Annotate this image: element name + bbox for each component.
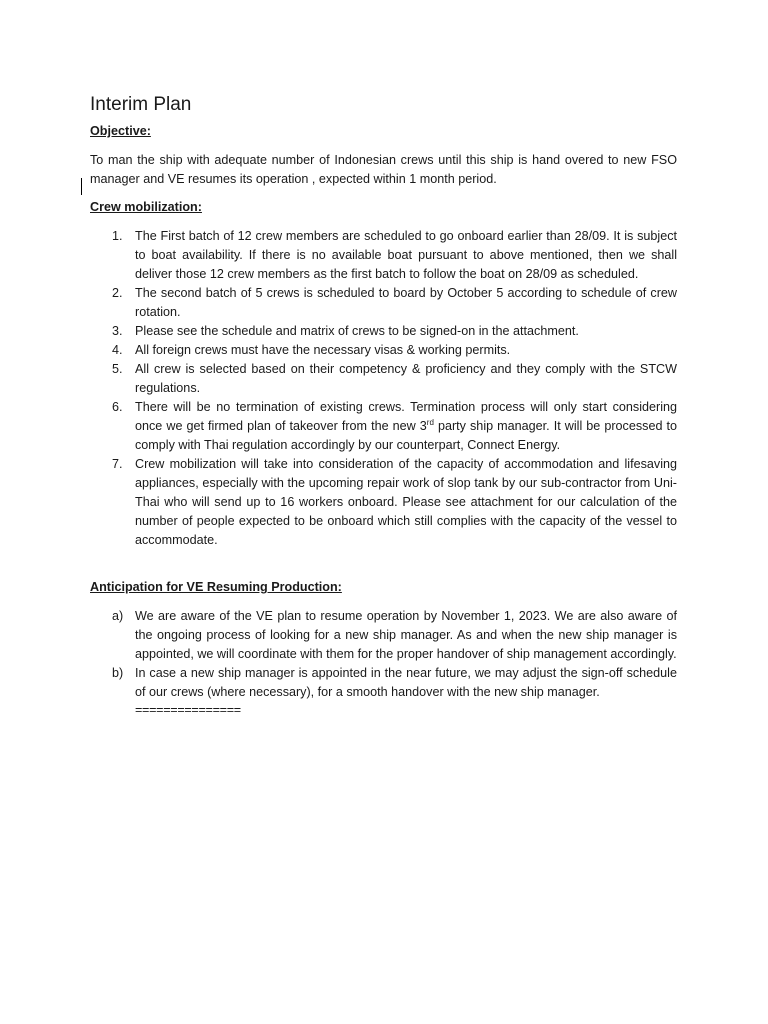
anticipation-list — [90, 607, 677, 702]
crew-mobilization-list — [90, 227, 677, 550]
list-item-text-part: party ship manager. It will be processed to comply with Thai regulation accordingly by our counterpart, Connect Energy. — [135, 419, 678, 452]
list-item-number: 3. — [112, 324, 123, 338]
list-item-letter: a) — [112, 609, 124, 623]
list-item — [90, 227, 677, 284]
separator-line: =============== — [135, 703, 241, 717]
list-item — [90, 360, 677, 398]
list-item-text: In case a new ship manager is appointed in the near future, we may adjust the sign-off schedule of our crews (where necessary), for a smooth handover with the new ship manager. — [135, 666, 677, 699]
list-item-text: Crew mobilization will take into consideration of the capacity of accommodation and lifesaving appliances, especially with the upcoming repair work of slop tank by our sub-contractor from Uni-Thai who will send up to 16 workers onboard. Please see attachment for our calculation of the number of people expected to be onboard which still complies with the capacity of the vessel to accommodate. — [135, 457, 677, 547]
ordinal-superscript: rd — [426, 418, 434, 427]
list-item-number: 2. — [112, 286, 123, 300]
list-item-letter: b) — [112, 666, 124, 680]
list-item-number: 4. — [112, 343, 123, 357]
objective-heading: Objective: — [90, 124, 151, 138]
document-title: Interim Plan — [90, 94, 192, 115]
list-item — [90, 284, 677, 322]
list-item-number: 5. — [112, 362, 123, 376]
list-item — [90, 664, 677, 702]
document-body — [90, 92, 677, 718]
list-item-text: Please see the schedule and matrix of crews to be signed-on in the attachment. — [135, 324, 579, 338]
list-item — [90, 455, 677, 550]
anticipation-heading: Anticipation for VE Resuming Production: — [90, 580, 342, 594]
list-item-text — [135, 400, 677, 452]
list-item-text: All crew is selected based on their competency & proficiency and they comply with the STCW regulations. — [135, 362, 677, 395]
objective-text: To man the ship with adequate number of Indonesian crews until this ship is hand overed to new FSO manager and VE resumes its operation , expected within 1 month period. — [90, 153, 677, 186]
list-item — [90, 341, 677, 360]
text-cursor — [81, 178, 82, 195]
list-item-number: 7. — [112, 457, 123, 471]
list-item-text: All foreign crews must have the necessary visas & working permits. — [135, 343, 511, 357]
list-item — [90, 322, 677, 341]
list-item-text: We are aware of the VE plan to resume operation by November 1, 2023. We are also aware of the ongoing process of looking for a new ship manager. As and when the new ship manager is appointed, we will coordinate with them for the proper handover of ship management accordingly. — [135, 609, 677, 661]
list-item — [90, 398, 677, 455]
list-item — [90, 607, 677, 664]
list-item-text-part: There will be no termination of existing crews. Termination process will only start considering once we get firmed plan of takeover from the new 3 — [135, 400, 677, 433]
crew-mobilization-heading: Crew mobilization: — [90, 200, 202, 214]
list-item-text: The second batch of 5 crews is scheduled to board by October 5 according to schedule of crew rotation. — [135, 286, 677, 319]
list-item-text: The First batch of 12 crew members are scheduled to go onboard earlier than 28/09. It is subject to boat availability. If there is no available boat pursuant to above mentioned, then we shall deliver those 12 crew members as the first batch to follow the boat on 28/09 as scheduled. — [135, 229, 677, 281]
list-item-number: 6. — [112, 400, 123, 414]
list-item-number: 1. — [112, 229, 123, 243]
